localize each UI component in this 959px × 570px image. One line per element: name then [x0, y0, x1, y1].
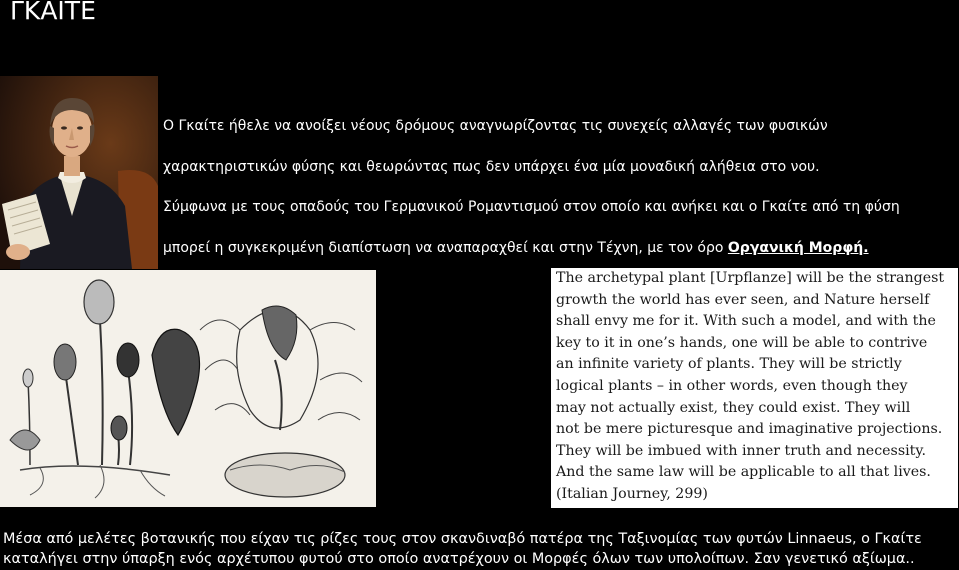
quote-line-8: not be mere picturesque and imaginative projections. [556, 421, 943, 438]
intro-line-3: Σύμφωνα με τους οπαδούς του Γερμανικού Ρομαντισμού στον οποίο και ανήκει και ο Γκαίτε από τη φύση [163, 199, 900, 215]
quote-line-6: logical plants – in other words, even though they [556, 377, 908, 394]
quote-citation: (Italian Journey, 299) [556, 485, 708, 502]
quote-line-4: key to it in one’s hands, one will be able to contrive [556, 334, 928, 351]
bottom-line-1: Μέσα από μελέτες βοτανικής που είχαν τις ρίζες τους στον σκανδιναβό πατέρα της Ταξινομίας των φυτών Linnaeus, ο Γκαίτε [3, 531, 922, 547]
quote-line-3: shall envy me for it. With such a model, and with the [556, 313, 936, 330]
bottom-line-2: καταλήγει στην ύπαρξη ενός αρχέτυπου φυτού στο οποίο ανατρέχουν οι Μορφές όλων των υπολοίπων. Σαν γενετικό αξίωμα.. [3, 551, 915, 567]
quote-line-7: may not actually exist, they could exist. They will [556, 399, 911, 416]
intro-line-4-text: μπορεί η συγκεκριμένη διαπίστωση να αναπαραχθεί και στην Τέχνη, με τον όρο [163, 239, 728, 256]
bottom-paragraph [3, 529, 958, 569]
quote-line-5: an infinite variety of plants. They will be strictly [556, 356, 902, 373]
intro-line-1: Ο Γκαίτε ήθελε να ανοίξει νέους δρόμους αναγνωρίζοντας τις συνεχείς αλλαγές των φυσικών [163, 118, 828, 134]
slide-title: ΓΚΑΙΤΕ [10, 0, 96, 25]
botanical-drawing [0, 270, 376, 507]
quote-line-1: The archetypal plant [Urpflanze] will be the strangest [556, 270, 945, 286]
goethe-quote-block [551, 268, 958, 508]
intro-paragraph [163, 106, 958, 268]
quote-text [556, 268, 958, 506]
intro-line-2: χαρακτηριστικών φύσης και θεωρώντας πως δεν υπάρχει ένα μία μοναδική αλήθεια στο νου. [163, 158, 820, 175]
botanical-illustration [0, 270, 376, 507]
goethe-portrait-illustration [0, 76, 158, 269]
quote-line-10: And the same law will be applicable to all that lives. [556, 464, 931, 481]
intro-line-4 [163, 228, 958, 269]
goethe-portrait [0, 76, 158, 269]
organic-form-link[interactable]: Οργανική Μορφή. [727, 239, 869, 256]
quote-line-9: They will be imbued with inner truth and necessity. [556, 442, 926, 459]
quote-line-2: growth the world has ever seen, and Nature herself [556, 291, 930, 308]
